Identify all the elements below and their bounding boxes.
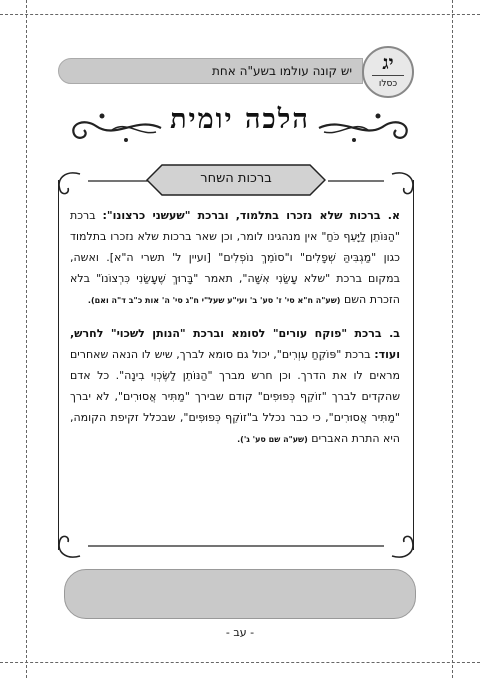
date-badge	[362, 46, 414, 98]
paragraph-text: ברכת "פּוֹקֵחַ עִוְרִים", יכול גם סומא לברך, שיש לו הנאה שאחרים מראים לו את הדרך. וכן חרש מברך "הַנּוֹתֵן לַשֶּׂכְוִי בִינָה". כל אדם שהקדים לברך "זוֹקֵף כְּפוּפִים" קודם שבירך "מַתִּיר אֲסוּרִים", לא יברך "מַתִּיר אֲסוּרִים", כי כבר נכלל ב"זוֹקֵף כְּפוּפִים", שבכלל זקיפת הקומה, היא התרת האברים	[70, 348, 400, 445]
frame-bottom-rule	[58, 540, 414, 552]
crop-line-bottom	[0, 662, 480, 663]
paragraph-heading: ב. ברכת "פוקח עורים" לסומא וברכת "הנותן לשכוי" לחרש, ועוד:	[70, 327, 400, 361]
crop-line-right	[452, 0, 453, 678]
right-flourish-icon	[314, 106, 424, 146]
title-row	[40, 104, 440, 146]
paragraph-source: (שע"ה שם סע' ג').	[237, 435, 308, 444]
paragraph-text: ברכת "הַנּוֹתֵן לַיָּעֵף כֹּחַ" אין מנהגינו לומר, וכן שאר ברכות שלא נזכרו בתלמוד כגון "מַגְבִּיהַּ שְׁפָלִים" ו"סוֹמֵךְ נוֹפְלִים" [ועיין ל' תשרי ה"א]. ואשה, במקום ברכת "שלא עָשַׂנִי אִשָּׁה", תאמר "בָּרוּךְ שֶׁעָשַׂנִי כִּרְצוֹנוֹ" בלא הזכרת השם	[70, 209, 400, 306]
corner-ornament-icon	[50, 528, 84, 562]
corner-ornament-icon	[388, 528, 422, 562]
body-text	[70, 205, 400, 462]
crop-line-top	[0, 14, 480, 15]
date-month: כסלו	[378, 79, 398, 89]
crop-line-left	[26, 0, 27, 678]
page-number: - עב -	[225, 626, 255, 639]
page-title: הלכה יומית	[170, 104, 310, 135]
paragraph	[70, 323, 400, 450]
corner-ornament-icon	[50, 168, 84, 202]
corner-ornament-icon	[388, 168, 422, 202]
running-title: יש קונה עולמו בשע"ה אחת	[212, 64, 352, 78]
paragraph	[70, 205, 400, 311]
badge-divider	[372, 75, 404, 76]
footer-box	[64, 569, 416, 619]
date-day: יג	[382, 52, 394, 74]
running-header	[58, 58, 363, 84]
paragraph-heading: א. ברכות שלא נזכרו בתלמוד, וברכת "שעשני כרצונו":	[102, 209, 400, 222]
paragraph-source: (שע"ה ח"א סי' ז' סע' ב' ועי"ע שעל"י ח"ג סי' ה' אות כ"ב ד"ה ואם).	[87, 296, 341, 305]
section-heading: ברכות השחר	[200, 171, 272, 186]
